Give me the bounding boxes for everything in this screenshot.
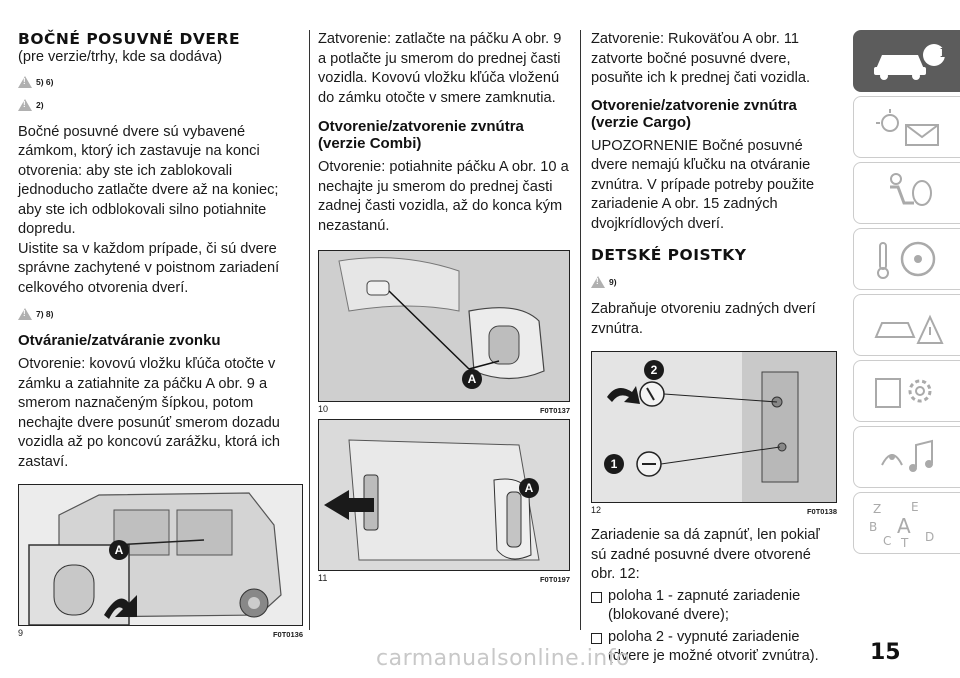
warning-triangle-icon — [591, 276, 605, 288]
tab-emergency[interactable] — [853, 294, 960, 356]
figure-9 — [18, 484, 303, 626]
column-3 — [591, 30, 837, 667]
figure-caption: 10 F0T0137 — [318, 404, 570, 415]
subheading: Otvorenie/zatvorenie zvnútra (verzie Cargo) — [591, 96, 797, 131]
info-glyph: i — [940, 41, 947, 62]
paragraph: Otvorenie: potiahnite páčku A obr. 10 a nechajte ju smerom do prednej časti zadnej časti vozidla, až do konca kým nezastanú. — [318, 159, 569, 234]
paragraph: Otvorenie: kovovú vložku kľúča otočte v zámku a zatiahnite za páčku A obr. 9 a smerom naznačeným šípkou, potom nechajte dvere posunúť smerom dozadu vozidla až po koncovú zarážku, ktorá ich zastaví. — [18, 356, 281, 470]
watermark: carmanualsonline.info — [376, 646, 630, 671]
van-door-illustration — [19, 485, 302, 625]
section-subtitle: (pre verzie/trhy, kde sa dodáva) — [18, 49, 223, 65]
paragraph: Uistite sa v každom prípade, či sú dvere správne zachytené v poistnom zariadení celkového otvorenia dverí. — [18, 240, 280, 296]
tab-multimedia[interactable] — [853, 426, 960, 488]
index-letters-icon — [863, 497, 953, 549]
section-title: BOČNÉ POSUVNÉ DVERE — [18, 30, 241, 48]
warning-triangle-icon — [18, 308, 32, 320]
list-item: poloha 2 - vypnuté zariadenie (dvere je možné otvoriť zvnútra). — [591, 628, 837, 667]
subheading: Otváranie/zatváranie zvonku — [18, 332, 221, 349]
figure-caption: 11 F0T0197 — [318, 573, 570, 584]
callout-1: 1 — [604, 454, 624, 474]
paragraph: UPOZORNENIE Bočné posuvné dvere nemajú kľučku na otváranie zvnútra. V prípade potreby použite zariadenie A obr. 15 zadných dvojkrídlových dverí. — [591, 137, 815, 232]
paragraph: Zatvorenie: Rukoväťou A obr. 11 zatvorte bočné posuvné dvere, posuňte ich k prednej čati vozidla. — [591, 31, 811, 86]
figure-11 — [318, 419, 570, 571]
chapter-tabs — [853, 30, 960, 558]
child-lock-illustration — [592, 352, 836, 502]
column-divider — [309, 30, 310, 630]
index-letter: E — [910, 500, 919, 514]
warning-ref: ! 7) 8) — [18, 304, 303, 324]
paragraph: Bočné posuvné dvere sú vybavené zámkom, ktorý ich zastavuje na konci otvorenia: aby ste ich zablokovali jednoducho zatlačte dvere až na koniec; aby ste ich odblokovali silno potiahnite dopredu. — [18, 123, 279, 237]
tab-car-info[interactable] — [853, 30, 960, 92]
steering-key-icon — [868, 237, 948, 281]
tab-safety[interactable] — [853, 162, 960, 224]
warning-ref: ! 5) 6) — [18, 72, 303, 92]
figure-12 — [591, 351, 837, 503]
checkbox-bullet-icon — [591, 592, 602, 603]
index-letter: D — [924, 530, 934, 544]
interior-handle-illustration — [319, 251, 569, 401]
callout-a: A — [462, 369, 482, 389]
warning-ref: ! 9) — [591, 272, 837, 292]
index-letter: A — [896, 514, 911, 538]
index-letter: T — [900, 536, 908, 549]
figure-caption: 9 F0T0136 — [18, 628, 303, 639]
index-letter: C — [882, 534, 891, 548]
car-info-icon — [868, 41, 948, 81]
media-music-icon — [868, 435, 948, 479]
checkbox-bullet-icon — [591, 633, 602, 644]
tab-starting-driving[interactable] — [853, 228, 960, 290]
callout-a: A — [109, 540, 129, 560]
warning-ref: ! 2) — [18, 95, 303, 115]
subheading: Otvorenie/zatvorenie zvnútra (verzie Combi) — [318, 118, 524, 152]
list-item: poloha 1 - zapnuté zariadenie (blokované dvere); — [591, 587, 837, 626]
seat-airbag-icon — [868, 171, 948, 215]
tab-maintenance[interactable] — [853, 360, 960, 422]
warning-triangle-icon — [18, 76, 32, 88]
column-1 — [18, 30, 303, 639]
paragraph: Zariadenie sa dá zapnúť, len pokiaľ sú zadné posuvné dvere otvorené obr. 12: — [591, 527, 820, 582]
index-letter: Z — [872, 502, 881, 516]
tab-index[interactable] — [853, 492, 960, 554]
car-maintenance-icon — [868, 369, 948, 413]
car-crash-icon — [868, 303, 948, 347]
column-divider — [580, 30, 581, 630]
tab-warning-lights[interactable] — [853, 96, 960, 158]
callout-2: 2 — [644, 360, 664, 380]
section-title: DETSKÉ POISTKY — [591, 246, 747, 264]
paragraph: Zatvorenie: zatlačte na páčku A obr. 9 a potlačte ju smerom do prednej časti vozidla. Kovovú vložku kľúča vloženú do zámku otočte v smere zamknutia. — [318, 31, 562, 106]
figure-10 — [318, 250, 570, 402]
warning-lights-icon — [868, 105, 948, 149]
column-2 — [318, 30, 570, 584]
paragraph: Zabraňuje otvoreniu zadných dverí zvnútra. — [591, 301, 816, 337]
index-letter: B — [868, 520, 877, 534]
warning-triangle-icon — [18, 99, 32, 111]
figure-caption: 12 F0T0138 — [591, 505, 837, 516]
page-number: 15 — [870, 640, 901, 665]
callout-a: A — [519, 478, 539, 498]
